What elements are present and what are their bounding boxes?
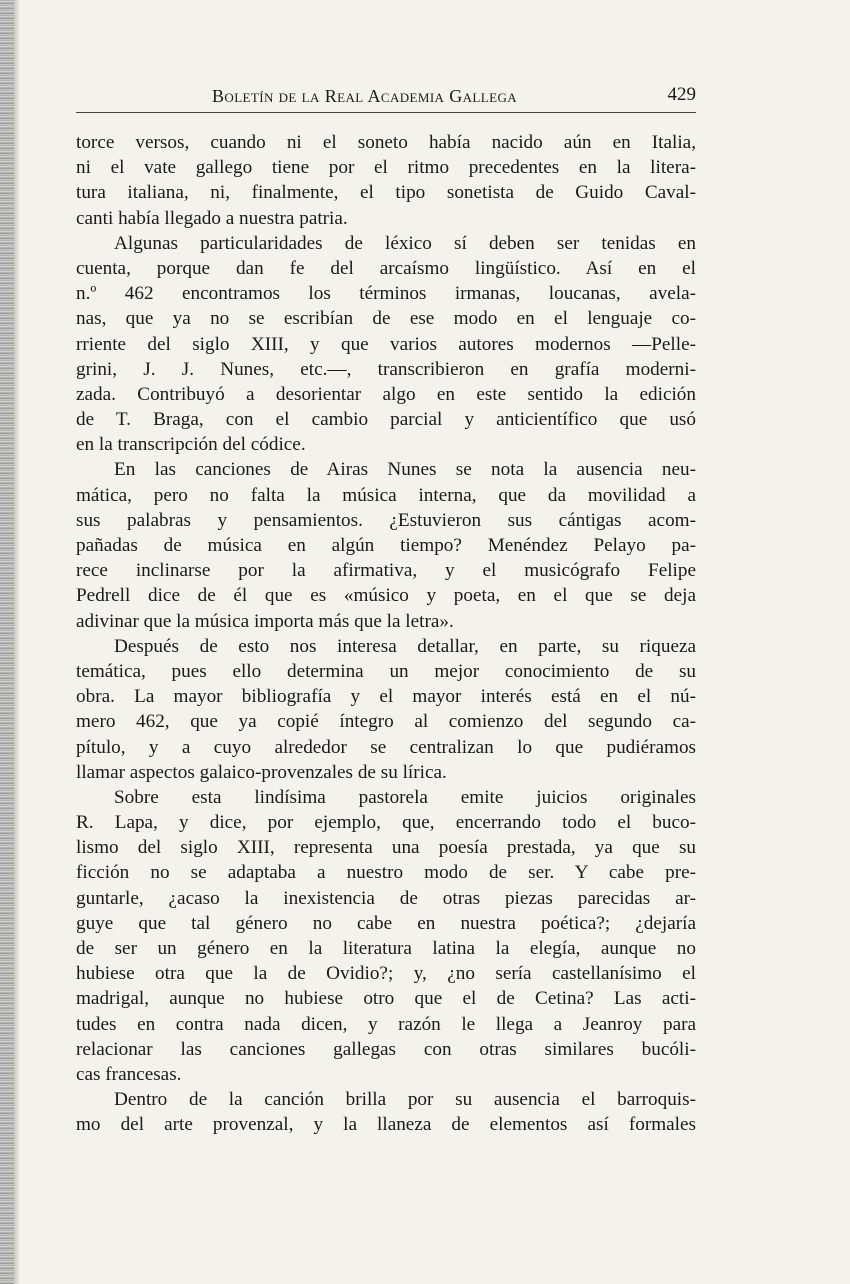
paragraph bbox=[76, 785, 696, 1087]
text-line: canti había llegado a nuestra patria. bbox=[76, 207, 348, 229]
header-rule bbox=[76, 112, 696, 113]
text-line: grini, J. J. Nunes, etc.—, transcribieron en grafía moderni- bbox=[76, 358, 696, 380]
text-line: lismo del siglo XIII, representa una poesía prestada, ya que su bbox=[76, 837, 696, 859]
text-line: Después de esto nos interesa detallar, en parte, su riqueza bbox=[114, 635, 696, 657]
text-line: llamar aspectos galaico-provenzales de su lírica. bbox=[76, 761, 447, 783]
text-line: Pedrell dice de él que es «músico y poeta, en el que se deja bbox=[76, 585, 696, 607]
paragraph bbox=[76, 1087, 696, 1137]
text-line: tudes en contra nada dicen, y razón le llega a Jeanroy para bbox=[76, 1013, 696, 1035]
text-line: ni el vate gallego tiene por el ritmo precedentes en la litera- bbox=[76, 157, 696, 179]
text-line: En las canciones de Airas Nunes se nota la ausencia neu- bbox=[114, 459, 696, 481]
text-line: de ser un género en la literatura latina la elegía, aunque no bbox=[76, 938, 696, 959]
text-line: de T. Braga, con el cambio parcial y anticientífico que usó bbox=[76, 409, 696, 431]
page-binding-edge bbox=[0, 0, 14, 1284]
text-line: cas francesas. bbox=[76, 1063, 182, 1085]
text-line: Algunas particularidades de léxico sí deben ser tenidas en bbox=[114, 232, 696, 254]
text-line: relacionar las canciones gallegas con otras similares bucóli- bbox=[76, 1038, 696, 1060]
running-title: Boletín de la Real Academia Gallega bbox=[212, 86, 518, 106]
paragraph bbox=[76, 634, 696, 785]
text-line: en la transcripción del códice. bbox=[76, 434, 306, 456]
text-line: sus palabras y pensamientos. ¿Estuvieron sus cántigas acom- bbox=[76, 509, 696, 531]
text-line: hubiese otra que la de Ovidio?; y, ¿no sería castellanísimo el bbox=[76, 963, 696, 985]
text-line: adivinar que la música importa más que la letra». bbox=[76, 610, 454, 632]
text-line: pítulo, y a cuyo alrededor se centralizan lo que pudiéramos bbox=[76, 736, 696, 758]
text-line: mo del arte provenzal, y la llaneza de elementos así formales bbox=[76, 1114, 696, 1136]
text-line: n.º 462 encontramos los términos irmanas, loucanas, avela- bbox=[76, 283, 696, 305]
text-line: guye que tal género no cabe en nuestra poética?; ¿dejaría bbox=[76, 912, 696, 934]
text-line: rece inclinarse por la afirmativa, y el musicógrafo Felipe bbox=[76, 560, 696, 582]
body-text bbox=[76, 130, 696, 1138]
text-line: zada. Contribuyó a desorientar algo en este sentido la edición bbox=[76, 383, 696, 405]
text-line: tura italiana, ni, finalmente, el tipo sonetista de Guido Caval- bbox=[76, 182, 696, 204]
paragraph bbox=[76, 457, 696, 633]
text-line: R. Lapa, y dice, por ejemplo, que, encerrando todo el buco- bbox=[76, 812, 696, 834]
text-line: torce versos, cuando ni el soneto había nacido aún en Italia, bbox=[76, 132, 696, 153]
text-line: mero 462, que ya copié íntegro al comienzo del segundo ca- bbox=[76, 711, 696, 733]
paragraph bbox=[76, 130, 696, 231]
text-line: nas, que ya no se escribían de ese modo en el lenguaje co- bbox=[76, 308, 696, 330]
page-header bbox=[76, 80, 696, 114]
text-line: temática, pues ello determina un mejor conocimiento de su bbox=[76, 660, 696, 682]
text-line: Sobre esta lindísima pastorela emite juicios originales bbox=[114, 786, 696, 808]
text-line: rriente del siglo XIII, y que varios autores modernos —Pelle- bbox=[76, 333, 696, 355]
paragraph bbox=[76, 231, 696, 458]
text-line: pañadas de música en algún tiempo? Menéndez Pelayo pa- bbox=[76, 535, 696, 556]
page-number: 429 bbox=[667, 84, 696, 105]
text-line: obra. La mayor bibliografía y el mayor interés está en el nú- bbox=[76, 686, 696, 708]
text-line: madrigal, aunque no hubiese otro que el de Cetina? Las acti- bbox=[76, 988, 696, 1010]
text-line: ficción no se adaptaba a nuestro modo de ser. Y cabe pre- bbox=[76, 862, 696, 884]
page-shadow bbox=[14, 0, 20, 1284]
text-line: cuenta, porque dan fe del arcaísmo lingüístico. Así en el bbox=[76, 257, 696, 279]
text-line: mática, pero no falta la música interna, que da movilidad a bbox=[76, 484, 696, 506]
text-line: Dentro de la canción brilla por su ausencia el barroquis- bbox=[114, 1089, 696, 1111]
text-line: guntarle, ¿acaso la inexistencia de otras piezas parecidas ar- bbox=[76, 887, 696, 909]
